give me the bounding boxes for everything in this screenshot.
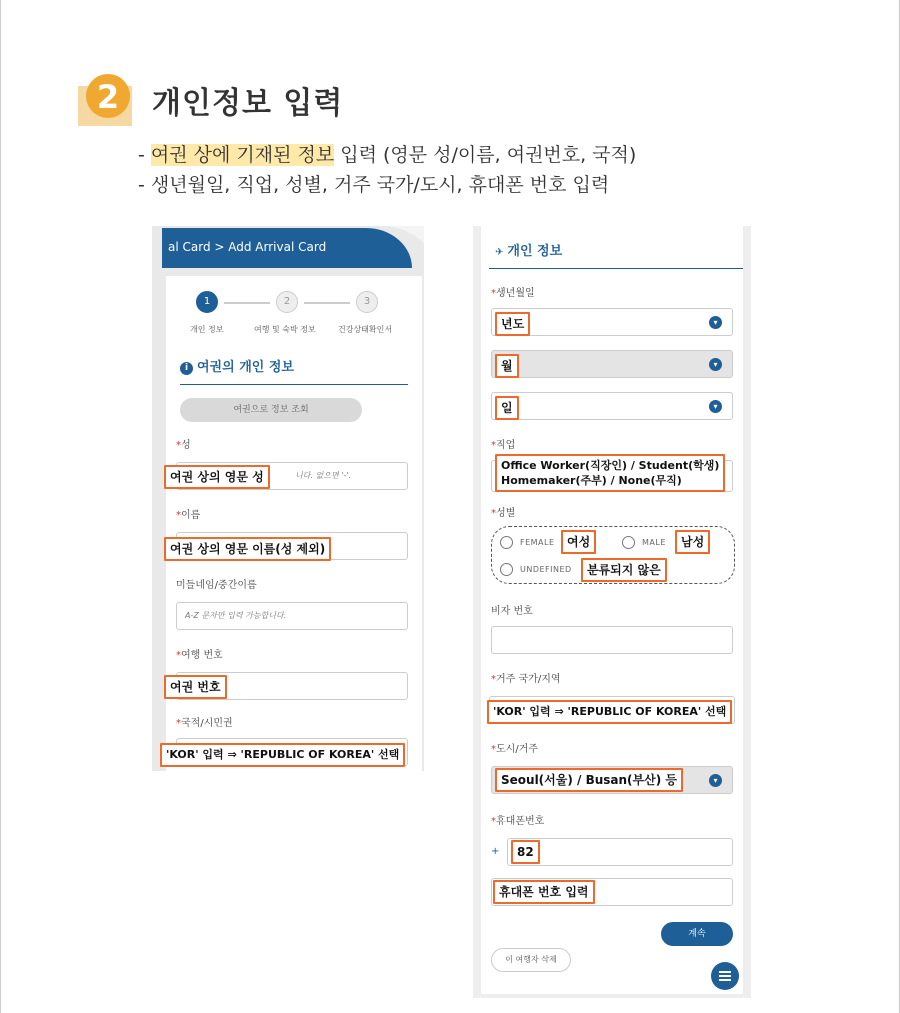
female-callout: 여성	[561, 530, 596, 554]
menu-button[interactable]	[711, 962, 739, 990]
dob-label: *생년월일	[491, 288, 535, 299]
desc-highlight: 여권 상에 기재된 정보	[150, 144, 335, 166]
breadcrumb-bar	[162, 228, 412, 268]
occupation-callout-line1: Office Worker(직장인) / Student(학생)	[501, 459, 720, 472]
personal-info-form	[481, 226, 743, 994]
city-callout: Seoul(서울) / Busan(부산) 등	[495, 768, 683, 792]
surname-label: *성	[176, 440, 191, 451]
step-2-label: 여행 및 숙박 정보	[254, 325, 316, 334]
middle-name-input[interactable]: A-Z 문자만 입력 가능합니다.	[176, 602, 408, 630]
step-3-dot: 3	[356, 291, 378, 313]
personal-info-heading: ✈ 개인 정보	[495, 244, 563, 259]
given-name-label: *이름	[176, 510, 201, 521]
dob-month-select[interactable]	[491, 350, 733, 378]
chevron-down-icon: ▾	[709, 358, 722, 371]
gender-label: *성별	[491, 508, 516, 519]
passport-number-callout: 여권 번호	[164, 675, 227, 699]
gender-undefined-label: UNDEFINED	[520, 565, 572, 574]
description-line-1	[138, 140, 636, 167]
gender-male-radio[interactable]	[622, 536, 635, 549]
step-2-dot: 2	[276, 291, 298, 313]
visa-number-input[interactable]	[491, 626, 733, 654]
step-line	[304, 302, 350, 304]
chevron-down-icon: ▾	[709, 316, 722, 329]
given-name-callout: 여권 상의 영문 이름(성 제외)	[164, 537, 331, 561]
surname-callout: 여권 상의 영문 성	[164, 465, 270, 489]
month-callout: 월	[495, 354, 519, 378]
occupation-label: *직업	[491, 440, 516, 451]
nationality-callout: 'KOR' 입력 ⇒ 'REPUBLIC OF KOREA' 선택	[160, 743, 405, 767]
step-1-dot: 1	[196, 291, 218, 313]
step-line	[224, 302, 270, 304]
divider	[489, 268, 743, 269]
left-screenshot	[152, 226, 424, 771]
day-callout: 일	[495, 396, 519, 420]
chevron-down-icon: ▾	[709, 400, 722, 413]
middle-name-label: 미들네임/중간이름	[176, 580, 257, 591]
step-1-label: 개인 정보	[190, 325, 224, 334]
delete-traveler-button[interactable]: 이 여행자 삭제	[491, 948, 571, 972]
undefined-callout: 분류되지 않은	[581, 558, 667, 582]
gender-undefined-radio[interactable]	[500, 563, 513, 576]
phone-number-callout: 휴대폰 번호 입력	[493, 880, 595, 904]
step-badge	[78, 72, 132, 126]
occupation-callout	[495, 454, 725, 492]
passport-lookup-button[interactable]: 여권으로 정보 조회	[180, 398, 362, 422]
phone-country-code-input[interactable]	[507, 838, 733, 866]
country-callout: 'KOR' 입력 ⇒ 'REPUBLIC OF KOREA' 선택	[487, 700, 732, 724]
city-label: *도시/거주	[491, 744, 539, 755]
hamburger-icon	[719, 971, 731, 973]
step-number: 2	[96, 78, 120, 116]
description-line-2: - 생년월일, 직업, 성별, 거주 국가/도시, 휴대폰 번호 입력	[138, 174, 610, 196]
male-callout: 남성	[675, 530, 710, 554]
country-label: *거주 국가/지역	[491, 674, 561, 685]
passport-number-label: *여행 번호	[176, 650, 223, 661]
gender-female-label: FEMALE	[520, 538, 555, 547]
section-title: 개인정보 입력	[152, 86, 344, 121]
chevron-down-icon: ▾	[709, 774, 722, 787]
phone-plus-sign: +	[491, 846, 500, 857]
step-3-label: 건강상태확인서	[338, 325, 393, 334]
desc-rest: 입력 (영문 성/이름, 여권번호, 국적)	[334, 144, 637, 166]
plane-icon: ✈	[495, 247, 504, 258]
continue-button[interactable]: 계속	[661, 922, 733, 946]
nationality-label: *국적/시민권	[176, 718, 233, 729]
occupation-callout-line2: Homemaker(주부) / None(무직)	[501, 474, 682, 487]
passport-info-heading	[180, 356, 294, 375]
year-callout: 년도	[495, 312, 530, 336]
surname-input[interactable]: 니다. 없으면 '-'.	[176, 462, 408, 490]
phone-code-callout: 82	[511, 840, 540, 864]
dob-day-select[interactable]	[491, 392, 733, 420]
visa-label: 비자 번호	[491, 606, 533, 617]
gender-male-label: MALE	[642, 538, 666, 547]
right-screenshot	[473, 226, 751, 998]
breadcrumb[interactable]: al Card > Add Arrival Card	[168, 240, 327, 254]
stepper	[196, 291, 396, 315]
phone-label: *휴대폰번호	[491, 816, 545, 827]
heading-text: 여권의 개인 정보	[197, 360, 294, 375]
gender-female-radio[interactable]	[500, 536, 513, 549]
info-icon: i	[180, 362, 193, 375]
desc-prefix: -	[138, 144, 151, 166]
divider	[180, 384, 408, 385]
